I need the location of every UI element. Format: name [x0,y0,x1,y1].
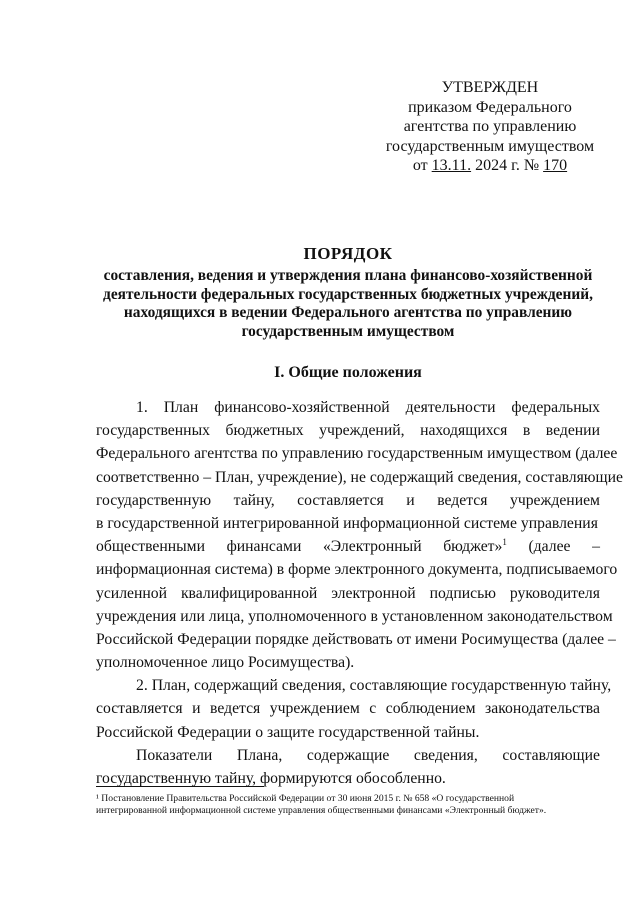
word: ведется [437,491,488,509]
document-body [96,396,623,790]
word: ведется [210,700,261,718]
approval-stamp [380,78,600,176]
word: План [163,399,199,416]
approval-number: 170 [543,157,568,174]
title-line: государственным имуществом [241,322,455,340]
word: составляется [297,491,384,509]
paragraph-line [96,396,600,419]
word: учреждений, [319,422,405,440]
paragraph-line [96,582,600,605]
word: общественными [96,538,206,556]
approval-date-line [380,156,600,176]
word [443,535,507,558]
word: государственную [96,491,212,509]
word: в [522,422,531,440]
word: составляется [96,700,183,718]
word: и [406,491,415,509]
word: учреждением [509,491,600,509]
word: тайну, [233,491,275,509]
word: руководителя [509,584,600,602]
title-line: составления, ведения и утверждения плана финансово-хозяйственной [103,267,593,284]
word: составляющие [502,746,600,764]
paragraph-line [96,419,600,442]
word: и [192,700,201,718]
word: с [369,700,377,718]
approval-from: от [412,157,432,174]
footnote-separator [96,786,264,787]
paragraph-line: Российской Федерации порядке действовать от имени Росимущества (далее – [96,630,616,648]
approval-heading: УТВЕРЖДЕН [441,79,539,96]
word: финансово-хозяйственной [214,399,390,416]
paragraph-line [96,489,600,512]
approval-line: агентства по управлению [403,118,577,135]
word: финансами [226,538,302,556]
footnote-line: ¹ Постановление Правительства Российской Федерации от 30 июня 2015 г. № 658 «О государственной [96,793,515,804]
paragraph-line [96,744,600,767]
paragraph-line [96,535,600,558]
paragraph-line: уполномоченное лицо Росимущества). [96,654,355,672]
word: деятельности [405,399,496,416]
title-line: находящихся в ведении Федерального агентства по управлению [123,304,573,321]
approval-year: 2024 г. № [471,157,544,174]
word: государственных [96,422,210,440]
footnote [96,793,600,817]
approval-line: приказом Федерального [408,98,572,116]
word: сведения, [413,746,478,764]
approval-line: государственным имуществом [385,137,595,155]
footnote-marker: 1 [502,536,507,547]
word: Плана, [236,746,283,764]
paragraph-line [96,697,600,720]
section-heading: I. Общие положения [274,364,422,381]
word: соблюдением [385,700,476,718]
word: Показатели [136,746,213,764]
footnote-line: интегрированной информационной системе управления общественными финансами «Электронный бюджет». [96,805,547,816]
word: «Электронный [322,538,422,556]
paragraph-line: государственную тайну, формируются обособленно. [96,770,446,787]
title-heading: ПОРЯДОК [303,244,393,263]
word: учреждением [269,700,360,718]
paragraph-line: Федерального агентства по управлению государственным имуществом (далее [96,445,618,463]
word: подписью [429,584,496,602]
word: квалифицированной [180,584,318,602]
paragraph-line: 2. План, содержащий сведения, составляющие государственную тайну, [136,677,612,695]
item-number: 1. [136,399,148,416]
paragraph-line: соответственно – План, учреждение), не содержащий сведения, составляющие [96,468,623,486]
paragraph-line: информационная система) в форме электронного документа, подписываемого [96,561,618,579]
word: федеральных [511,399,600,416]
paragraph-line: учреждения или лица, уполномоченного в установленном законодательством [96,607,613,625]
paragraph-line: в государственной интегрированной информационной системе управления [96,514,598,532]
word: бюджетных [225,422,304,440]
word: находящихся [420,422,508,440]
approval-date: 13.11. [431,157,472,174]
word: (далее [528,538,571,556]
word: электронной [331,584,416,602]
word: усиленной [96,584,168,602]
word: – [592,538,600,556]
word-text: бюджет» [443,538,503,556]
paragraph-line: Российской Федерации о защите государственной тайны. [96,723,480,741]
word: содержащие [306,746,390,764]
word: законодательства [485,700,600,718]
title-line: деятельности федеральных государственных бюджетных учреждений, [103,285,593,303]
document-title [96,244,600,341]
word: ведении [545,422,600,440]
